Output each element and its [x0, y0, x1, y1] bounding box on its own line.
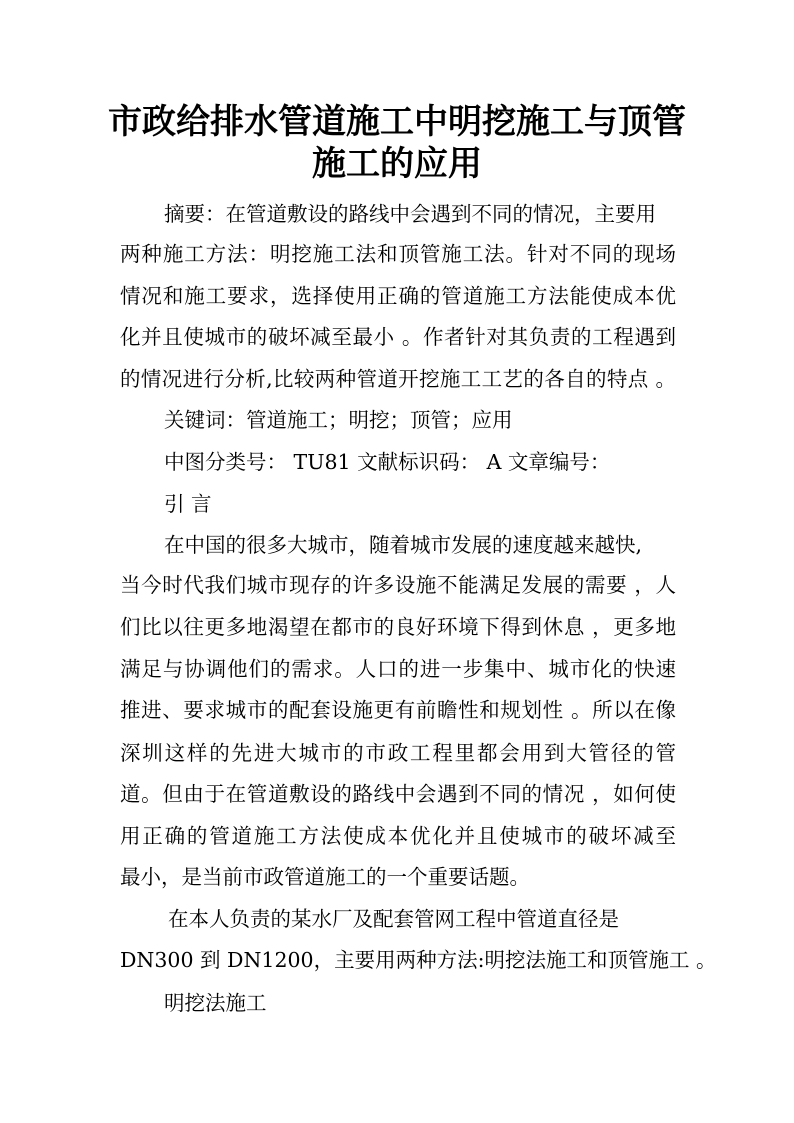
para1-line-7: 道。但由于在管道敷设的路线中会遇到不同的情况 ，如何使 — [120, 782, 676, 806]
para1-line-1: 在中国的很多大城市，随着城市发展的速度越来越快, — [164, 533, 643, 557]
abstract-line-4: 化并且使城市的破坏减至最小 。作者针对其负责的工程遇到 — [120, 325, 676, 349]
para1-line-5: 推进、要求城市的配套设施更有前瞻性和规划性 。所以在像 — [120, 698, 676, 722]
para1-line-3: 们比以往更多地渴望在都市的良好环境下得到休息 ，更多地 — [120, 615, 676, 639]
abstract-line-1: 摘要：在管道敷设的路线中会遇到不同的情况，主要用 — [164, 202, 656, 226]
para1-line-4: 满足与协调他们的需求。人口的进一步集中、城市化的快速 — [120, 657, 676, 681]
keywords: 关键词：管道施工；明挖；顶管；应用 — [164, 408, 513, 432]
para2-line-1: 在本人负责的某水厂及配套管网工程中管道直径是 — [168, 907, 619, 931]
classification-line: 中图分类号： TU81 文献标识码： A 文章编号： — [164, 450, 611, 474]
para1-line-2: 当今时代我们城市现存的许多设施不能满足发展的需要 ，人 — [120, 573, 676, 597]
abstract-line-2: 两种施工方法：明挖施工法和顶管施工法。针对不同的现场 — [120, 242, 676, 266]
para1-line-6: 深圳这样的先进大城市的市政工程里都会用到大管径的管 — [120, 741, 676, 765]
document-title-line-2: 施工的应用 — [312, 144, 482, 184]
para2-line-2: DN300 到 DN1200，主要用两种方法:明挖法施工和顶管施工 。 — [120, 948, 717, 972]
para1-line-8: 用正确的管道施工方法使成本优化并且使城市的破坏减至 — [120, 824, 676, 848]
abstract-line-5: 的情况进行分析,比较两种管道开挖施工工艺的各自的特点 。 — [120, 367, 676, 391]
para1-line-9: 最小，是当前市政管道施工的一个重要话题。 — [120, 865, 530, 889]
abstract-line-3: 情况和施工要求，选择使用正确的管道施工方法能使成本优 — [120, 284, 676, 308]
document-title-line-1: 市政给排水管道施工中明挖施工与顶管 — [108, 102, 686, 142]
intro-heading: 引 言 — [164, 492, 212, 516]
section-heading: 明挖法施工 — [164, 991, 267, 1015]
